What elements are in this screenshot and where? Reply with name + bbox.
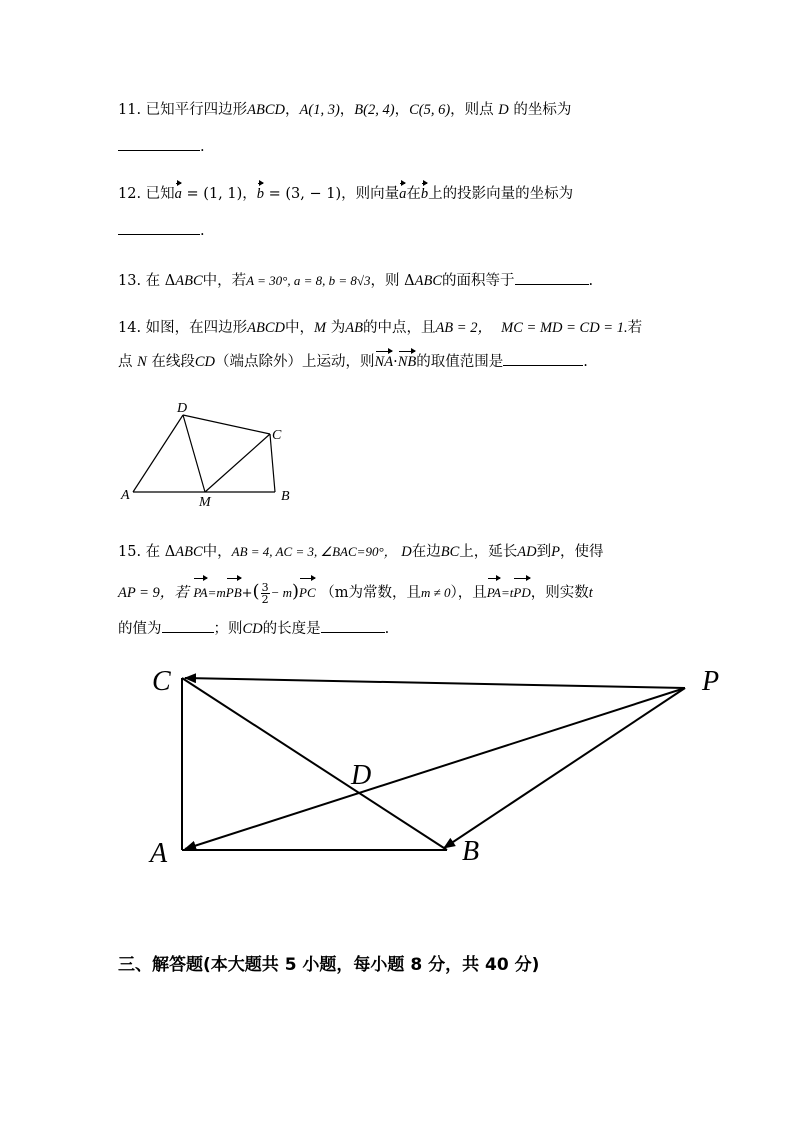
q12-line1: 12. 已知a = (1, 1)，b = (3, − 1)，则向量a在b上的投影向量的坐标为 — [118, 186, 574, 202]
label-C: C — [272, 428, 282, 443]
answer-blank[interactable] — [321, 618, 385, 633]
q14-line2: 点 N 在线段CD（端点除外）上运动，则NA·NB的取值范围是 . — [118, 351, 588, 372]
answer-blank[interactable] — [162, 618, 214, 633]
answer-blank[interactable] — [515, 270, 589, 285]
label-B: B — [462, 836, 480, 867]
q15-line3: 的值为 ；则CD的长度是 . — [118, 618, 389, 639]
q15-line1: 15. 在 ΔABC中，AB = 4, AC = 3, ∠BAC=90°， D在边BC上，延长AD到P，使得 — [118, 544, 604, 560]
q11-line1: 11. 已知平行四边形ABCD，A(1, 3)，B(2, 4)，C(5, 6)，则点 D 的坐标为 — [118, 102, 572, 118]
quadrilateral-figure — [115, 398, 305, 513]
label-D: D — [177, 401, 188, 416]
triangle-vector-figure — [140, 658, 740, 873]
answer-blank[interactable] — [503, 351, 583, 366]
label-C: C — [152, 666, 171, 697]
label-P: P — [702, 666, 720, 697]
label-M: M — [199, 495, 211, 510]
label-D: D — [351, 760, 372, 791]
answer-blank[interactable] — [118, 136, 200, 151]
q13-line1: 13. 在 ΔABC中，若A = 30°, a = 8, b = 8√3，则 ΔABC的面积等于 . — [118, 270, 593, 291]
q14-line1: 14. 如图，在四边形ABCD中，M 为AB的中点，且AB = 2， MC = MD = CD = 1.若 — [118, 320, 643, 336]
q15-line2: AP = 9，若 PA=mPB+( $\frac{3}{2}$ − m)PC （m为常数，且m ≠ 0），且PA=tPD，则实数t — [118, 580, 593, 606]
q11-answer-line: . — [118, 136, 205, 157]
q12-answer-line: . — [118, 220, 205, 241]
label-A: A — [121, 488, 130, 503]
label-B: B — [281, 489, 290, 504]
answer-blank[interactable] — [118, 220, 200, 235]
section-heading: 三、解答题(本大题共 5 小题，每小题 8 分，共 40 分) — [118, 955, 540, 975]
label-A: A — [150, 838, 168, 869]
